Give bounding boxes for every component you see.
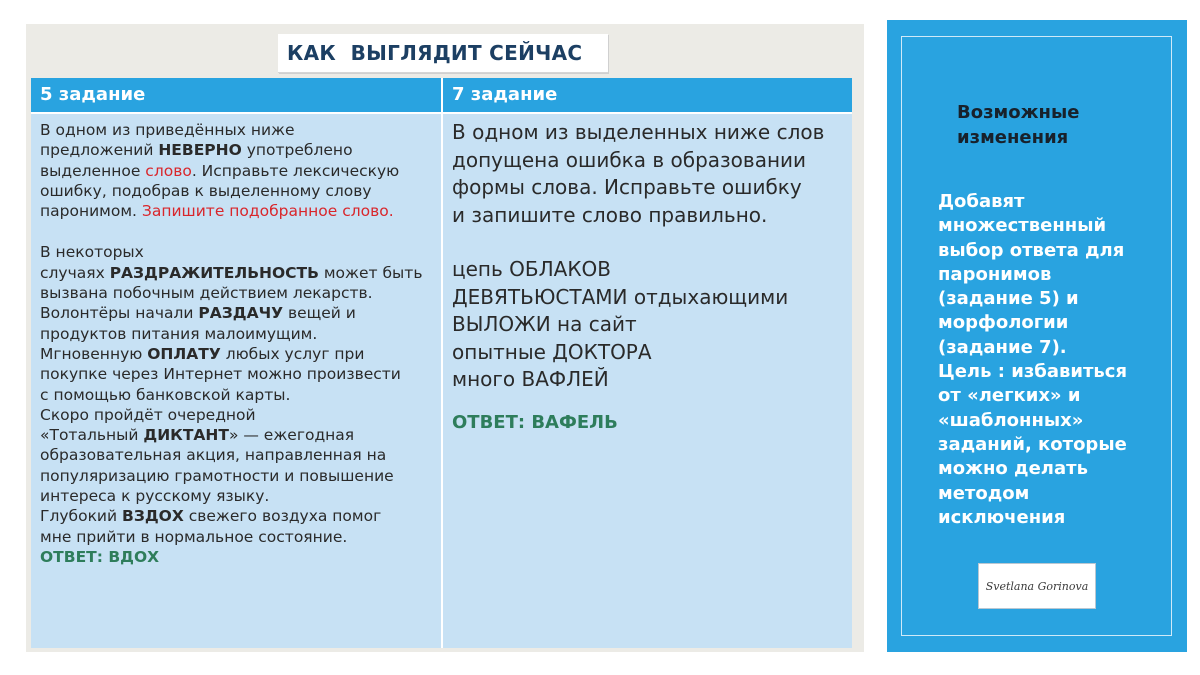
task7-word: цепь ОБЛАКОВ [452,257,611,281]
task7-word-list [452,256,844,394]
task7-body [443,114,852,648]
task5-header: 5 задание [31,78,441,112]
changes-text [938,190,1158,530]
task5-sentence-line: интереса к русскому языку. [40,487,270,506]
changes-heading-line: Возможные [957,102,1080,123]
task7-word: ВЫЛОЖИ на сайт [452,312,637,336]
changes-text-line: можно делать [938,458,1088,480]
task7-instruction-line: допущена ошибка в образовании [452,147,807,172]
changes-text-line: Добавят [938,191,1025,212]
task7-answer: ОТВЕТ: ВАФЕЛЬ [452,411,618,433]
task5-sentence-line: случаях РАЗДРАЖИТЕЛЬНОСТЬ может быть [40,263,423,282]
task5-sentence-line: Мгновенную ОПЛАТУ любых услуг при [40,344,365,363]
task5-sentence-line: Скоро пройдёт очередной [40,405,256,424]
changes-text-line: паронимов [938,263,1052,285]
changes-heading-line: изменения [957,127,1069,148]
changes-text-line: (задание 7). [938,336,1067,358]
changes-text-line: морфологии [938,312,1069,334]
task5-sentence-line: В некоторых [40,243,144,262]
changes-text-line: методом [938,482,1030,504]
changes-text-line: (задание 5) и [938,288,1079,310]
task5-body [31,114,441,648]
task7-word: много ВАФЛЕЙ [452,367,609,391]
slide-title: КАК ВЫГЛЯДИТ СЕЙЧАС [287,41,583,65]
changes-text-line: исключения [938,506,1066,528]
task5-sentence-line: Глубокий ВЗДОХ свежего воздуха помог [40,507,382,526]
author-signature: Svetlana Gorinova [978,563,1096,609]
task5-sentence-line: популяризацию грамотности и повышение [40,466,394,485]
task5-instruction-line: выделенное слово. Исправьте лексическую [40,161,400,180]
changes-text-line: Цель : избавиться [938,361,1128,383]
task5-sentence-line: мне прийти в нормальное состояние. [40,527,348,546]
changes-text-line: множественный [938,215,1107,237]
task5-sentence-line: с помощью банковской карты. [40,385,291,404]
changes-text-line: выбор ответа для [938,239,1125,261]
task5-sentence-line: покупке через Интернет можно произвести [40,365,401,384]
task7-instruction-line: В одном из выделенных ниже слов [452,120,825,144]
task5-sentence-line: продуктов питания малоимущим. [40,324,318,343]
task5-instruction-line: ошибку, подобрав к выделенному слову [40,181,372,200]
task5-sentence-line: вызвана побочным действием лекарств. [40,284,373,303]
task7-word: ДЕВЯТЬЮСТАМИ отдыхающими [452,284,789,309]
task7-instruction-line: формы слова. Исправьте ошибку [452,175,802,199]
task5-sentence-line: образовательная акция, направленная на [40,446,387,465]
changes-heading [957,100,1147,150]
changes-text-line: от «легких» и [938,385,1081,407]
task7-word: опытные ДОКТОРА [452,339,652,364]
task5-instruction-line: предложений НЕВЕРНО употреблено [40,141,353,160]
changes-text-line: заданий, которые [938,433,1127,455]
task5-sentence-line: «Тотальный ДИКТАНТ» — ежегодная [40,426,355,445]
changes-text-line: «шаблонных» [938,409,1084,431]
task5-answer: ОТВЕТ: ВДОХ [40,547,160,566]
task5-sentence-line: Волонтёры начали РАЗДАЧУ вещей и [40,304,356,323]
task7-instruction-line: и запишите слово правильно. [452,202,768,227]
task5-instruction-line: В одном из приведённых ниже [40,121,295,139]
task7-header: 7 задание [443,78,852,112]
task5-instruction-line: паронимом. Запишите подобранное слово. [40,202,394,221]
